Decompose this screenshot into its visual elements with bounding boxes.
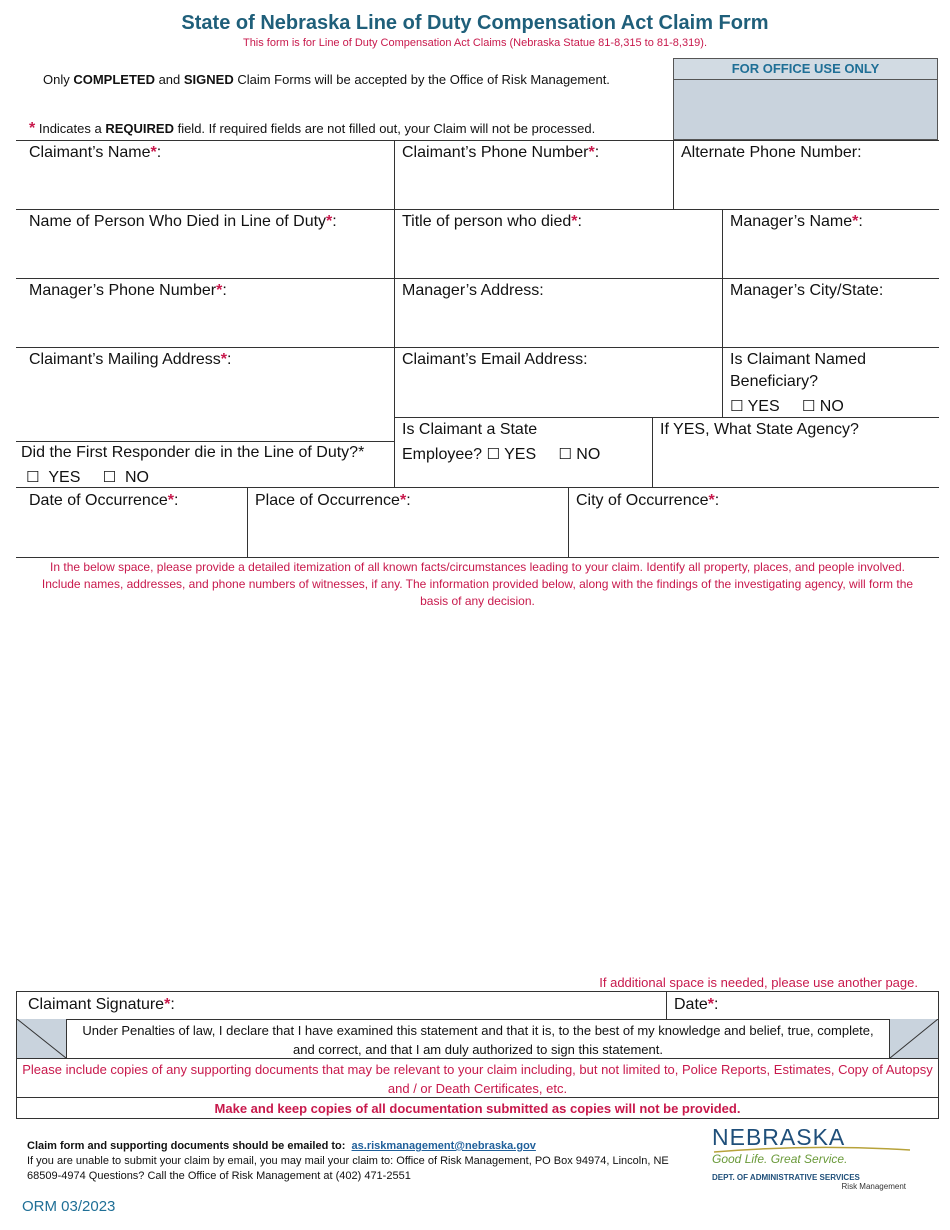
- office-use-label: FOR OFFICE USE ONLY: [674, 59, 937, 80]
- claim-details-textarea[interactable]: [16, 615, 939, 970]
- grid-line: [17, 1019, 938, 1020]
- form-title: State of Nebraska Line of Duty Compensation Act Claim Form: [181, 12, 769, 34]
- grid-line: [16, 347, 939, 348]
- intro-required-note: * Indicates a REQUIRED field. If required fields are not filled out, your Claim will not be processed.: [29, 120, 596, 137]
- claimant-name-field[interactable]: Claimant’s Name*:: [29, 144, 162, 161]
- named-beneficiary-options: [730, 395, 844, 418]
- shaded-corner-left: [17, 1019, 66, 1058]
- first-responder-no-checkbox[interactable]: ☐: [102, 468, 117, 486]
- signature-date-field[interactable]: Date*:: [674, 996, 719, 1013]
- date-occurrence-field[interactable]: Date of Occurrence*:: [29, 492, 179, 509]
- grid-line: [652, 417, 653, 487]
- beneficiary-no-label: NO: [819, 398, 844, 415]
- first-responder-question: Did the First Responder die in the Line of Duty?*: [21, 444, 365, 461]
- state-employee-question: Is Claimant a State: [402, 421, 538, 438]
- form-subtitle: This form is for Line of Duty Compensation Act Claims (Nebraska Statue 81-8,315 to 81-8,319).: [242, 37, 708, 49]
- declaration-text: Under Penalties of law, I declare that I have examined this statement and that it is, to the best of my knowledge and belief, true, complete, and correct, and that I am duly authorized to sign this statement.: [82, 1023, 874, 1057]
- mailing-address-field[interactable]: Claimant’s Mailing Address*:: [29, 351, 232, 368]
- additional-space-note: If additional space is needed, please use another page.: [599, 975, 918, 990]
- risk-management-email-link[interactable]: as.riskmanagement@nebraska.gov: [351, 1140, 536, 1152]
- itemization-instructions: In the below space, please provide a detailed itemization of all known facts/circumstances leading to your claim. Identify all property, places, and people involved. Include names, addresses, and phone numbers of witnesses, if any. The information provided below, along with the findings of the investigating agency, will form the basis of any decision.: [41, 560, 914, 608]
- supporting-docs-note: Please include copies of any supporting documents that may be relevant to your claim including, but not limited to, Police Reports, Estimates, Copy of Autopsy and / or Death Certificates, etc.: [22, 1062, 933, 1096]
- manager-city-field[interactable]: Manager’s City/State:: [730, 282, 884, 299]
- state-employee-no-label: NO: [576, 446, 601, 463]
- grid-line: [666, 992, 667, 1019]
- mail-instructions: If you are unable to submit your claim by email, you may mail your claim to: Office of Risk Management, PO Box 94974, Lincoln, NE 68509-4974 Questions? Call the Office of Risk Management at (402) 471-2551: [27, 1155, 669, 1182]
- signature-table: [16, 991, 939, 1119]
- manager-name-field[interactable]: Manager’s Name*:: [730, 213, 863, 230]
- city-occurrence-field[interactable]: City of Occurrence*:: [576, 492, 720, 509]
- email-address-field[interactable]: Claimant’s Email Address:: [402, 351, 588, 368]
- deceased-title-field[interactable]: Title of person who died*:: [402, 213, 582, 230]
- grid-line: [16, 557, 939, 558]
- beneficiary-yes-label: YES: [747, 398, 780, 415]
- logo-wordmark: NEBRASKA: [712, 1124, 846, 1150]
- state-agency-field[interactable]: If YES, What State Agency?: [660, 421, 859, 438]
- place-occurrence-field[interactable]: Place of Occurrence*:: [255, 492, 411, 509]
- grid-line: [394, 140, 395, 487]
- grid-line: [722, 209, 723, 417]
- logo-swoosh-icon: [712, 1146, 912, 1154]
- first-responder-yes-checkbox[interactable]: ☐: [26, 468, 40, 486]
- grid-line: [16, 209, 939, 210]
- grid-line: [16, 278, 939, 279]
- office-use-box: [673, 58, 938, 140]
- grid-line: [247, 487, 248, 557]
- grid-line: [673, 140, 674, 209]
- logo-department: DEPT. OF ADMINISTRATIVE SERVICES: [712, 1173, 860, 1182]
- keep-copies-note: Make and keep copies of all documentation submitted as copies will not be provided.: [214, 1101, 741, 1116]
- alternate-phone-field[interactable]: Alternate Phone Number:: [681, 144, 862, 161]
- form-number: ORM 03/2023: [22, 1198, 116, 1215]
- logo-division: Risk Management: [841, 1182, 906, 1191]
- deceased-name-field[interactable]: Name of Person Who Died in Line of Duty*:: [29, 213, 337, 230]
- email-instructions: Claim form and supporting documents should be emailed to: as.riskmanagement@nebraska.gov: [27, 1140, 536, 1152]
- claimant-signature-field[interactable]: Claimant Signature*:: [28, 996, 175, 1013]
- beneficiary-yes-checkbox[interactable]: ☐: [730, 397, 744, 415]
- logo-tagline: Good Life. Great Service.: [712, 1152, 848, 1166]
- state-employee-yes-checkbox[interactable]: ☐: [486, 445, 500, 463]
- grid-line: [16, 140, 939, 141]
- state-employee-no-checkbox[interactable]: ☐: [558, 445, 572, 463]
- state-employee-label: Employee?: [402, 446, 483, 463]
- grid-line: [568, 487, 569, 557]
- first-responder-no-label: NO: [124, 469, 149, 486]
- grid-line: [394, 417, 939, 418]
- beneficiary-no-checkbox[interactable]: ☐: [801, 397, 816, 415]
- state-employee-yes-label: YES: [504, 446, 537, 463]
- shaded-corner-right: [890, 1019, 938, 1058]
- manager-address-field[interactable]: Manager’s Address:: [402, 282, 544, 299]
- named-beneficiary-question: Is Claimant Named Beneficiary?: [730, 351, 867, 390]
- manager-phone-field[interactable]: Manager’s Phone Number*:: [29, 282, 227, 299]
- claimant-phone-field[interactable]: Claimant’s Phone Number*:: [402, 144, 600, 161]
- intro-completed-signed: Only COMPLETED and SIGNED Claim Forms will be accepted by the Office of Risk Management.: [43, 72, 610, 87]
- grid-line: [16, 487, 939, 488]
- nebraska-das-logo: [712, 1124, 912, 1194]
- first-responder-yes-label: YES: [48, 469, 81, 486]
- grid-line: [66, 1019, 67, 1058]
- state-employee-options: [402, 443, 600, 466]
- first-responder-options: [26, 466, 149, 489]
